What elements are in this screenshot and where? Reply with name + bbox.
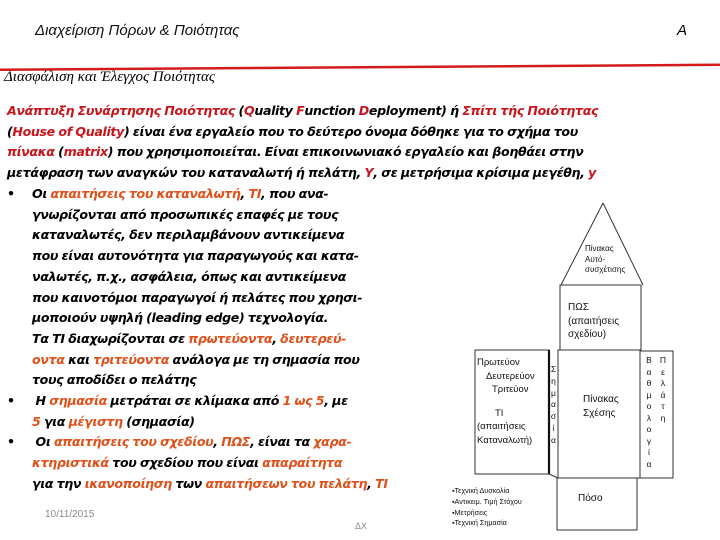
text: ( — [54, 144, 64, 160]
bullet-3-line-1 — [7, 432, 457, 453]
text: eployment) ή — [368, 103, 463, 118]
hows-label-line: σχεδίου) — [568, 329, 607, 340]
term-customer-reqs: απαιτήσεων του πελάτη — [205, 475, 368, 491]
term-customer-requirements: απαιτήσεις του καταναλωτή — [50, 186, 241, 201]
letter-f: F — [296, 103, 305, 118]
importance-letter: α — [551, 434, 556, 445]
term-primary: πρωτεύοντα — [188, 330, 273, 346]
symbol-y: y — [588, 165, 597, 181]
letter-q: Q — [243, 103, 255, 118]
term-hows: ΠΩΣ — [221, 434, 251, 450]
term-ti: TI — [375, 475, 388, 491]
rating-letter: Π — [659, 355, 667, 365]
criteria-list — [452, 486, 522, 529]
bullet-icon: • — [7, 186, 15, 201]
footer-date: 10/11/2015 — [45, 509, 95, 520]
bullet-1-line-9 — [7, 350, 457, 371]
rating-letter: μ — [646, 389, 652, 400]
rating-letter: α — [646, 458, 652, 469]
hows-label — [568, 301, 619, 342]
term-matrix: matrix — [63, 144, 108, 160]
intro-line-2 — [7, 122, 712, 143]
bullet-icon: • — [7, 434, 15, 450]
roof-label-line: συσχέτισης — [585, 265, 626, 274]
rating-letter: τ — [661, 401, 665, 411]
bullet-1-line-5: ναλωτές, π.χ., ασφάλεια, όπως και αντικείμενα — [32, 268, 346, 284]
intro-line-3 — [7, 142, 712, 163]
whats-label-line: Καταναλωτή) — [477, 434, 533, 446]
rating-letter: ο — [646, 401, 652, 411]
slide-header-title: Διαχείριση Πόρων & Ποιότητας — [35, 22, 240, 39]
footer-author: ΔΧ — [355, 521, 368, 531]
term-house-of-quality: House of Quality — [12, 123, 124, 139]
rating-letter: γ — [646, 435, 652, 446]
text: (σημασία) — [122, 413, 195, 429]
roof-label-line: Αυτό- — [585, 254, 605, 264]
letter-d: D — [358, 103, 369, 118]
bullet-2-line-2 — [7, 412, 457, 433]
text: , — [240, 186, 249, 201]
importance-letter: α — [551, 399, 556, 410]
text: Τα TI διαχωρίζονται σε — [32, 330, 189, 346]
text: Οι — [32, 434, 54, 450]
term-house-of-quality-greek: Σπίτι τής Ποιότητας — [462, 103, 599, 118]
whats-label-line: Πρωτεύον — [477, 357, 520, 368]
rating-letter: ε — [661, 366, 665, 377]
term-importance: σημασία — [49, 393, 107, 409]
text: unction — [304, 103, 359, 118]
rating-letter: λ — [660, 378, 666, 388]
term-tertiary: τριτεύοντα — [93, 351, 169, 367]
section-title: Διασφάλιση και Έλεγχος Ποιότητας — [4, 69, 215, 85]
spacer — [477, 397, 547, 407]
text: και — [64, 351, 94, 367]
text: Η — [32, 393, 50, 409]
symbol-Y: Y — [364, 165, 374, 181]
whats-label-line: (απαιτήσεις — [477, 421, 526, 432]
rating-letter: θ — [646, 378, 652, 388]
roof-label — [585, 244, 625, 276]
bullet-1-line-7: μοποιούν υψηλή (leading edge) τεχνολογία. — [32, 310, 329, 326]
whats-label — [477, 356, 547, 447]
rating-letter: Β — [646, 355, 652, 365]
whats-label-line: TI — [495, 407, 504, 419]
whats-label-line: Δευτερεύον — [486, 370, 535, 382]
hows-label-line: (απαιτήσεις — [568, 315, 620, 327]
roof-label-line: Πίνακας — [585, 244, 614, 253]
bullet-1-line-8 — [7, 329, 457, 350]
relationship-label-line: Πίνακας — [583, 394, 619, 405]
text: Οι — [32, 186, 51, 201]
bullet-3-line-2 — [7, 453, 457, 474]
rating-letter: ά — [660, 389, 666, 400]
text: , σε μετρήσιμα κρίσιμα μεγέθη, — [373, 165, 589, 181]
text: uality — [254, 103, 297, 118]
hows-label-line: ΠΩΣ — [568, 302, 589, 313]
rating-column-2 — [656, 355, 670, 424]
text: , — [272, 330, 281, 346]
term-scale: 1 ως 5 — [282, 393, 325, 409]
term-matrix-greek: πίνακα — [7, 144, 55, 160]
importance-letter: μ — [551, 387, 556, 398]
term-design-requirements: απαιτήσεις του σχεδίου — [53, 434, 214, 450]
rating-column-1 — [642, 355, 656, 470]
criteria-item: ▪Μετρήσεις — [452, 507, 488, 517]
text: του σχεδίου που είναι — [108, 455, 263, 471]
rating-letter: ο — [646, 424, 652, 434]
bullet-1-line-10: τους αποδίδει ο πελάτης — [32, 372, 197, 388]
text: μετράται σε κλίμακα από — [106, 393, 283, 409]
bullet-1-line-1 — [7, 184, 457, 205]
term-five: 5 — [32, 413, 41, 429]
term-characteristics-cont: κτηριστικά — [32, 455, 109, 471]
text: μετάφραση των αναγκών του καταναλωτή ή πελάτη, — [7, 165, 365, 181]
text: ) που χρησιμοποιείται. Είναι επικοινωνιακό εργαλείο και βοηθάει στην — [107, 144, 584, 160]
text: ( — [235, 103, 244, 118]
term-qfd-greek: Ανάπτυξη Συνάρτησης Ποιότητας — [7, 103, 236, 118]
bullet-1-line-3: καταναλωτές, δεν περιλαμβάνουν αντικείμενα — [32, 227, 345, 243]
rating-letter: ί — [648, 447, 650, 457]
term-characteristics: χαρα- — [313, 434, 352, 450]
relationship-label-line: Σχέσης — [583, 408, 616, 419]
bullet-2-line-1 — [7, 391, 457, 412]
importance-letter: σ — [550, 411, 557, 422]
importance-letter: Σ — [550, 364, 557, 374]
rating-letter: α — [646, 366, 652, 377]
bullet-1-line-2: γνωρίζονται από προσωπικές επαφές με τους — [32, 206, 339, 222]
text: για την — [32, 475, 85, 491]
text: , — [367, 475, 376, 491]
importance-column — [549, 364, 558, 447]
text: ανάλογα με τη σημασία που — [169, 351, 360, 367]
term-secondary-cont: οντα — [32, 351, 65, 367]
bullet-icon: • — [7, 393, 15, 409]
term-secondary: δευτερεύ- — [280, 330, 346, 346]
text: ( — [7, 123, 13, 139]
intro-line-4 — [7, 163, 712, 184]
term-max: μέγιστη — [68, 413, 123, 429]
intro-paragraph — [7, 101, 712, 184]
intro-line-1 — [7, 101, 712, 122]
criteria-item: ▪Τεχνική Δυσκολία — [452, 486, 510, 495]
term-satisfaction: ικανοποίηση — [84, 475, 172, 491]
importance-letter: η — [551, 375, 556, 386]
text: για — [40, 413, 69, 429]
rating-letter: λ — [646, 412, 652, 423]
text: , — [213, 434, 222, 450]
term-ti: TI — [248, 186, 262, 201]
rating-letter: η — [660, 412, 666, 423]
bullet-list — [7, 184, 457, 495]
text: , είναι τα — [250, 434, 314, 450]
bullet-1-line-6: που καινοτόμοι παραγωγοί ή πελάτες που χρησι- — [32, 289, 363, 305]
slide-header-letter: Α — [677, 22, 688, 39]
text: των — [171, 475, 206, 491]
bullet-3-line-3 — [7, 474, 457, 495]
bullet-1-line-4: που είναι αυτονότητα για παραγωγούς και κατα- — [32, 248, 359, 264]
term-necessary: απαραίτητα — [262, 455, 343, 471]
whats-label-line: Τριτεύον — [492, 384, 529, 395]
text: , με — [324, 393, 348, 409]
criteria-item: ▪Αντικειμ. Τιμή Στόχου — [452, 496, 522, 506]
text: , που ανα- — [261, 186, 329, 201]
how-much-label: Πόσο — [578, 493, 603, 504]
criteria-item: ▪Τεχνική Σημασία — [452, 518, 507, 528]
relationship-label — [583, 393, 619, 421]
text: ) είναι ένα εργαλείο που το δεύτερο όνομα δόθηκε για το σχήμα του — [123, 123, 578, 139]
importance-letter: ί — [552, 422, 555, 433]
